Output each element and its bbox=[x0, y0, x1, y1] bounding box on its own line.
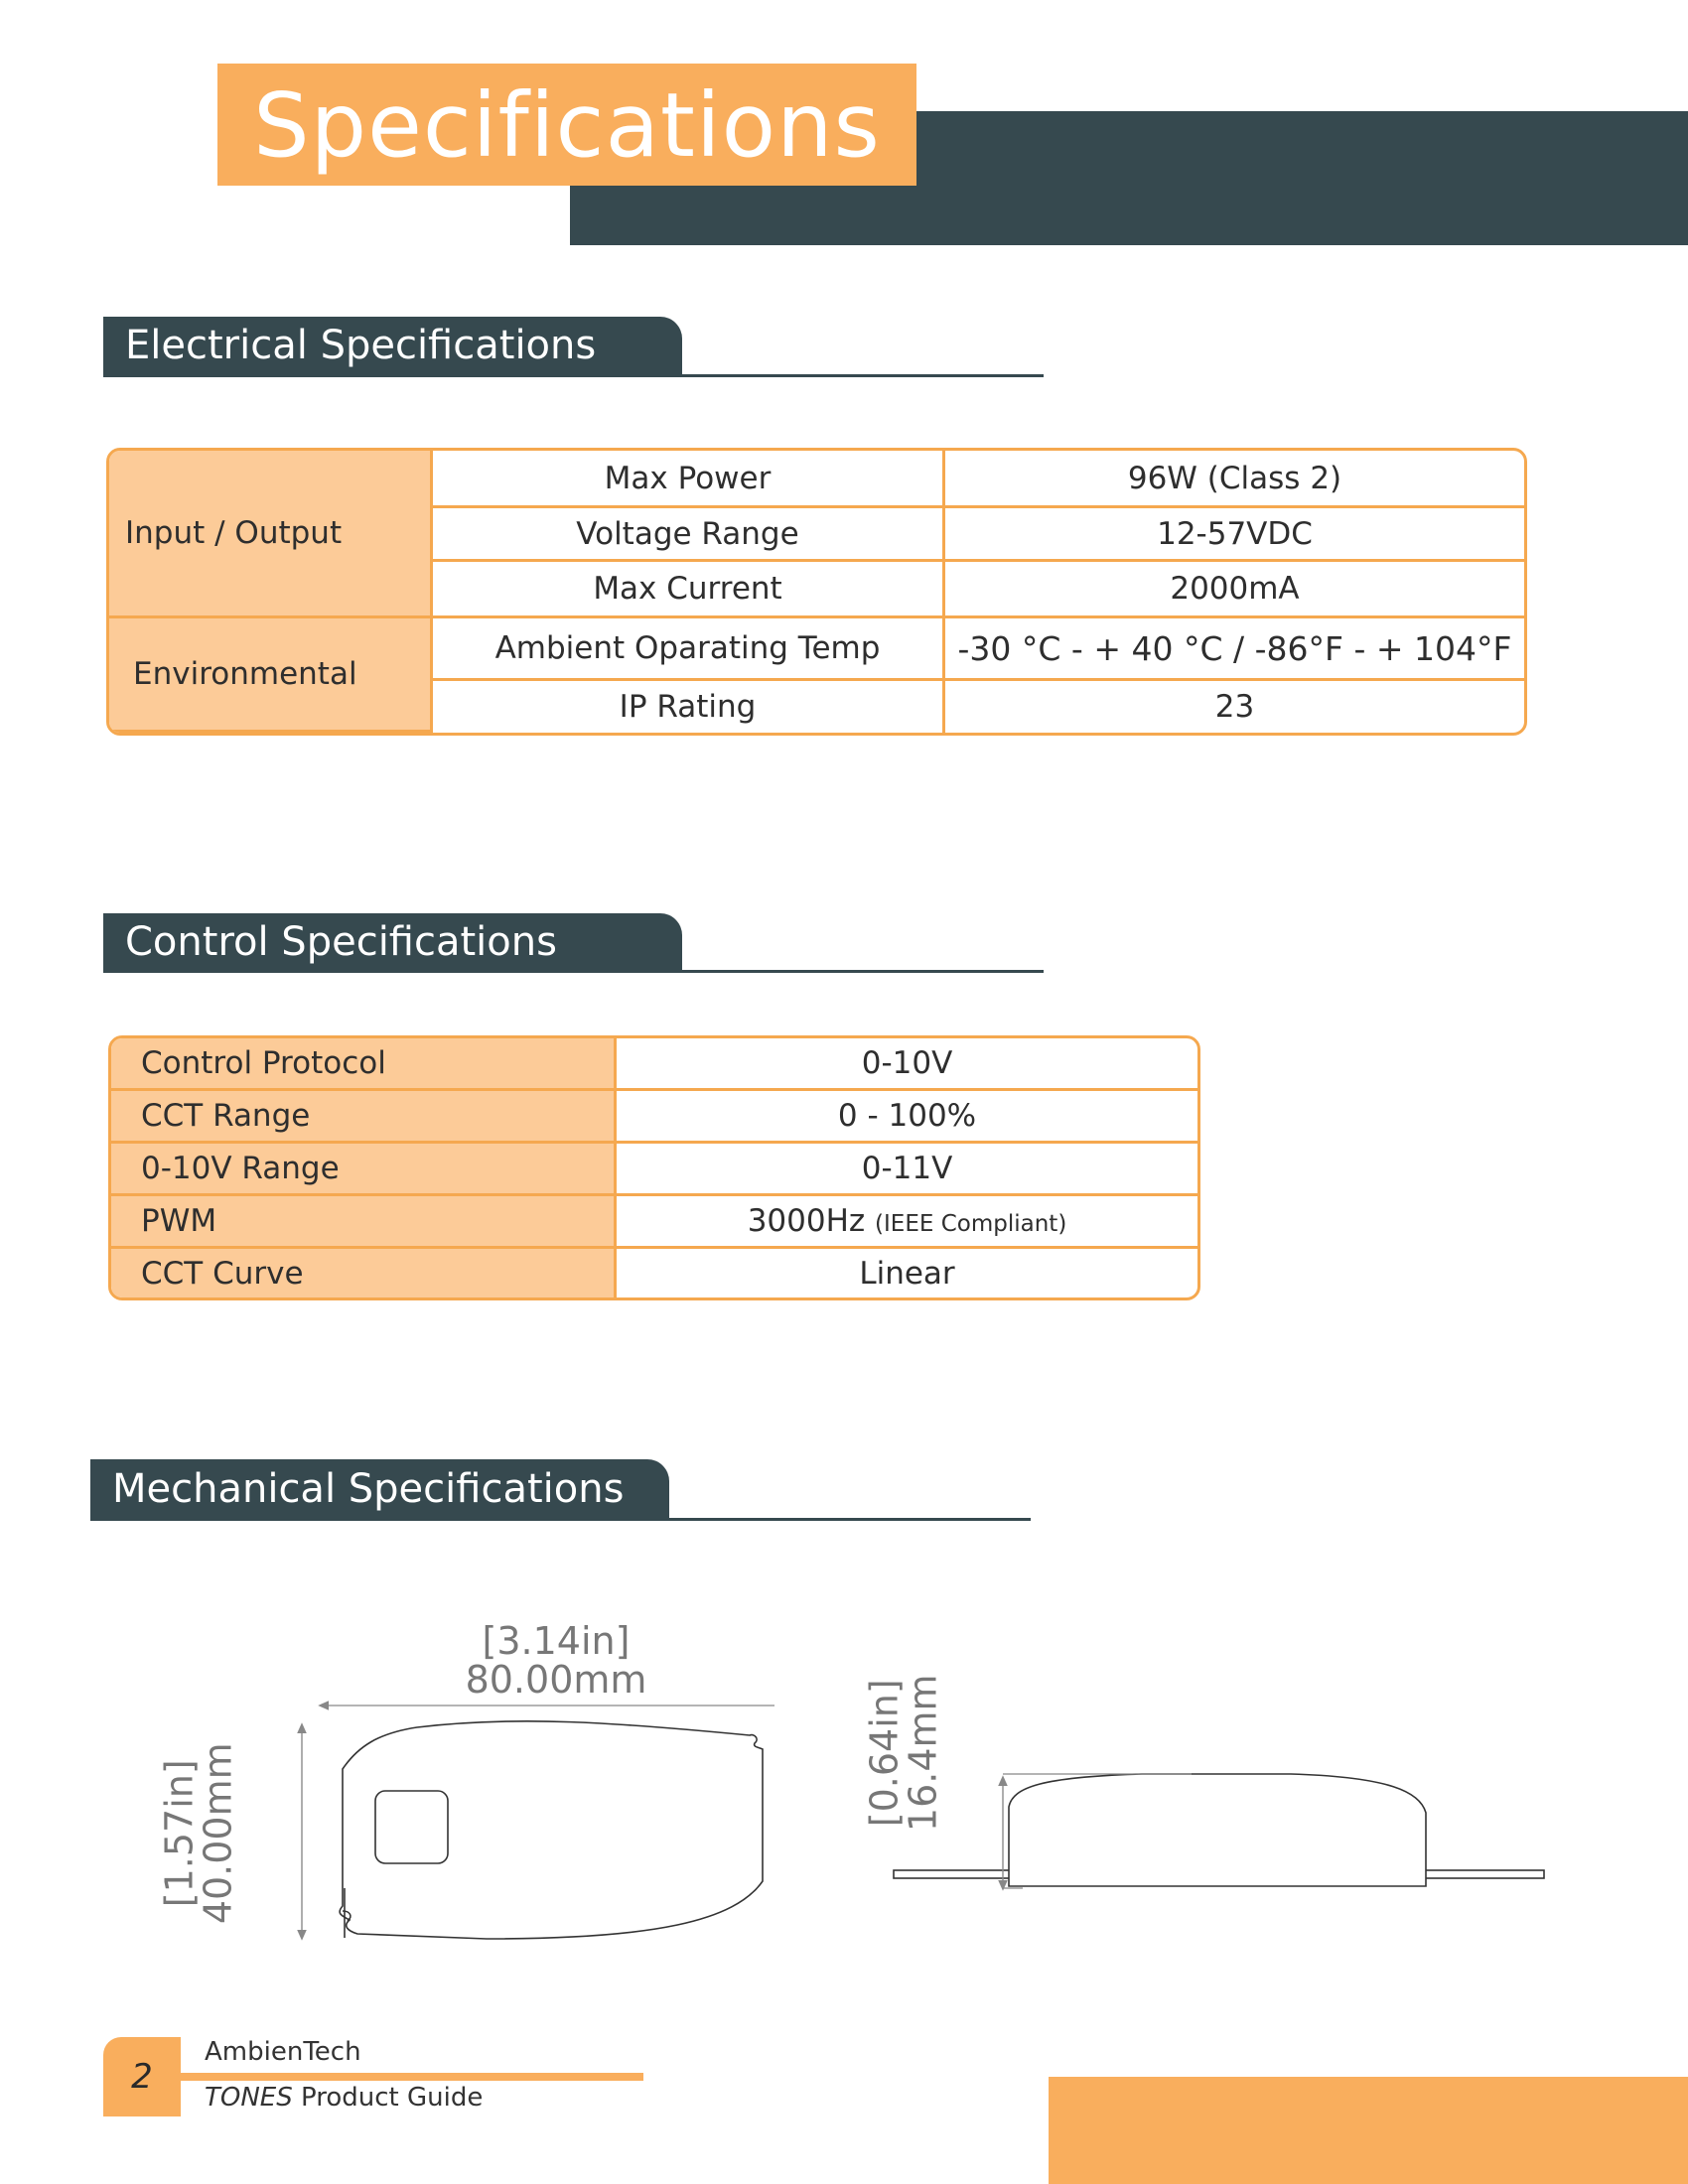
page-title: Specifications bbox=[217, 64, 916, 186]
section-underline bbox=[103, 374, 1044, 377]
control-label: 0-10V Range bbox=[111, 1144, 617, 1196]
table-row bbox=[111, 1249, 1197, 1297]
table-row bbox=[109, 618, 1524, 681]
spec-value: 12-57VDC bbox=[945, 508, 1524, 562]
top-view-drawing bbox=[302, 1706, 774, 1939]
footer-divider bbox=[181, 2073, 643, 2081]
control-label: PWM bbox=[111, 1196, 617, 1249]
page-number: 2 bbox=[103, 2037, 181, 2116]
table-row bbox=[111, 1144, 1197, 1196]
footer-guide-title bbox=[205, 2083, 483, 2113]
spec-label: IP Rating bbox=[433, 681, 945, 733]
spec-value: 2000mA bbox=[945, 562, 1524, 618]
control-value: Linear bbox=[859, 1255, 955, 1292]
depth-mm: 16.4mm bbox=[901, 1674, 944, 1833]
control-label: CCT Curve bbox=[111, 1249, 617, 1297]
mechanical-section-header: Mechanical Specifications bbox=[90, 1459, 669, 1518]
control-value bbox=[617, 1196, 1197, 1249]
pwm-note: (IEEE Compliant) bbox=[875, 1211, 1067, 1238]
table-row bbox=[111, 1038, 1197, 1091]
spec-value: 23 bbox=[1214, 689, 1255, 725]
height-mm: 40.00mm bbox=[196, 1742, 239, 1925]
spec-label: Ambient Oparating Temp bbox=[433, 618, 945, 681]
footer-brand: AmbienTech bbox=[205, 2037, 361, 2067]
width-mm: 80.00mm bbox=[465, 1657, 647, 1702]
depth-in: [0.64in] bbox=[862, 1679, 907, 1828]
control-table bbox=[108, 1035, 1200, 1300]
control-value: 0-11V bbox=[617, 1144, 1197, 1196]
spec-label: Max Power bbox=[433, 451, 945, 508]
spec-label: Voltage Range bbox=[433, 508, 945, 562]
spec-label: Max Current bbox=[433, 562, 945, 618]
table-row bbox=[111, 1196, 1197, 1249]
control-label: CCT Range bbox=[111, 1091, 617, 1144]
table-row bbox=[111, 1091, 1197, 1144]
guide-suffix: Product Guide bbox=[292, 2083, 484, 2113]
group-input-output: Input / Output bbox=[109, 451, 433, 618]
guide-product-name: TONES bbox=[205, 2083, 293, 2113]
control-value: 0 - 100% bbox=[617, 1091, 1197, 1144]
height-in: [1.57in] bbox=[157, 1759, 202, 1908]
group-environmental: Environmental bbox=[109, 618, 433, 733]
side-view-drawing bbox=[894, 1774, 1544, 1888]
section-underline bbox=[103, 970, 1044, 973]
spec-value: 96W (Class 2) bbox=[945, 451, 1524, 508]
footer-accent-block bbox=[1049, 2077, 1688, 2184]
electrical-section-header: Electrical Specifications bbox=[103, 317, 682, 374]
control-label: Control Protocol bbox=[111, 1038, 617, 1091]
mechanical-drawing bbox=[0, 1668, 1688, 1966]
pwm-value: 3000Hz bbox=[747, 1203, 866, 1240]
section-underline bbox=[90, 1518, 1031, 1521]
control-section-header: Control Specifications bbox=[103, 913, 682, 970]
control-value: 0-10V bbox=[617, 1038, 1197, 1091]
spec-value: -30 °C - + 40 °C / -86°F - + 104°F bbox=[945, 618, 1524, 681]
table-row bbox=[109, 451, 1524, 508]
width-in: [3.14in] bbox=[482, 1619, 631, 1663]
electrical-table bbox=[106, 448, 1527, 736]
